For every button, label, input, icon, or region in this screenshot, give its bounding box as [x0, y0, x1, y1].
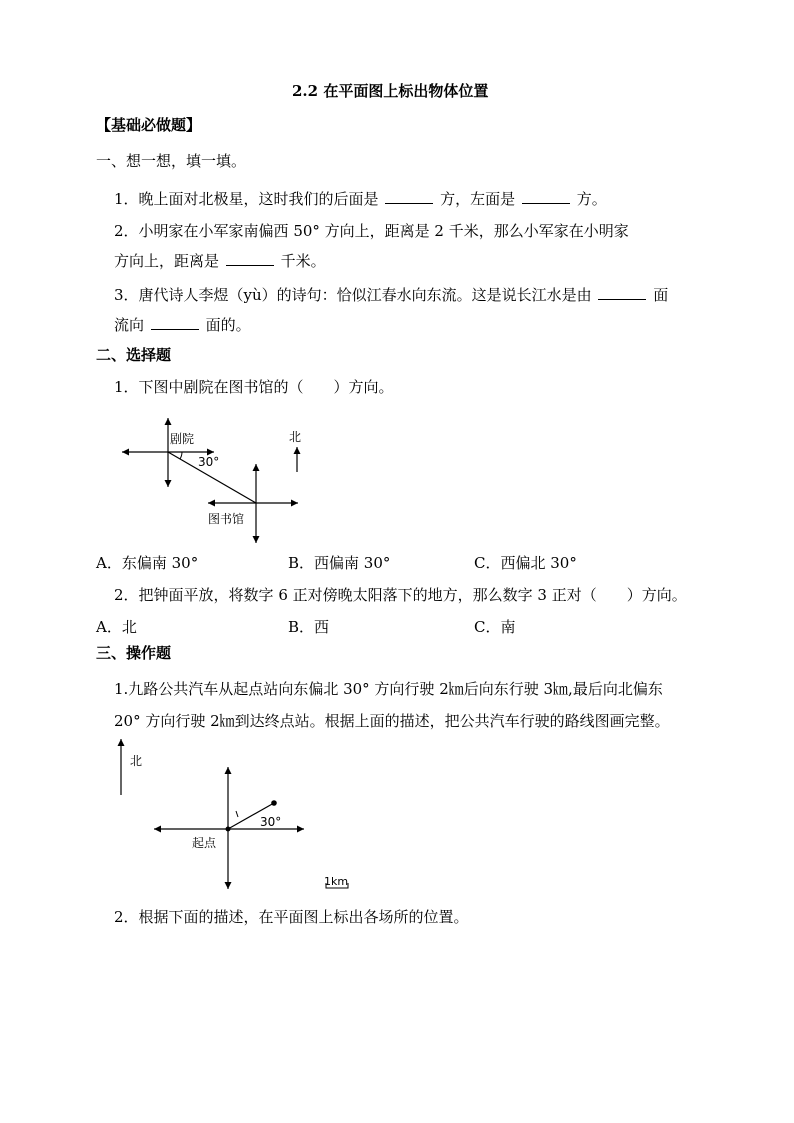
question-text: 3．唐代诗人李煜（yù）的诗句：恰似江春水向东流。这是说长江水是由: [114, 286, 592, 304]
question-2-1-option-c[interactable]: C．西偏北 30°: [474, 554, 577, 572]
scale-label: 1km: [324, 875, 349, 888]
route-end-point: [271, 800, 277, 806]
question-text: 面: [653, 286, 669, 304]
north-label: 北: [130, 754, 143, 768]
question-text: 面的。: [205, 316, 251, 334]
question-2-2-option-a[interactable]: A．北: [96, 618, 137, 636]
question-1-2-line1: 2．小明家在小军家南偏西 50° 方向上，距离是 2 千米，那么小军家在小明家: [114, 222, 629, 240]
answer-blank[interactable]: [598, 285, 646, 300]
question-1-3-line2: [114, 314, 251, 335]
part3-heading: 三、操作题: [96, 644, 172, 662]
answer-blank[interactable]: [226, 251, 274, 266]
angle-label: 30°: [260, 815, 282, 829]
question-text: 千米。: [280, 252, 326, 270]
question-1-2-line2: [114, 250, 326, 271]
question-2-1-option-a[interactable]: A．东偏南 30°: [96, 554, 199, 572]
question-text: 方，左面是: [440, 190, 516, 208]
question-text: 流向: [114, 316, 145, 334]
start-point: [226, 827, 231, 832]
page-title: 2.2 在平面图上标出物体位置: [292, 82, 489, 100]
part1-heading: 一、想一想，填一填。: [96, 152, 247, 170]
angle-arc: [180, 452, 182, 459]
question-1-3-line1: [114, 284, 668, 305]
question-3-2: 2．根据下面的描述，在平面图上标出各场所的位置。: [114, 908, 469, 926]
question-2-2-option-b[interactable]: B．西: [288, 618, 330, 636]
part2-heading: 二、选择题: [96, 346, 172, 364]
section-basic-label: 【基础必做题】: [96, 116, 202, 134]
angle-tick: [236, 811, 238, 817]
north-label: 北: [289, 430, 302, 444]
question-3-1-line2: 20° 方向行驶 2㎞到达终点站。根据上面的描述，把公共汽车行驶的路线图画完整。: [114, 712, 670, 730]
question-text: 方向上，距离是: [114, 252, 220, 270]
question-3-1-line1: 1.九路公共汽车从起点站向东偏北 30° 方向行驶 2㎞后向东行驶 3㎞,最后向北偏东: [114, 680, 663, 698]
library-label: 图书馆: [208, 512, 245, 526]
angle-label: 30°: [198, 455, 220, 469]
question-2-1: 1．下图中剧院在图书馆的（ ）方向。: [114, 378, 394, 396]
question-1-1: [114, 188, 607, 209]
answer-blank[interactable]: [385, 189, 433, 204]
question-2-1-option-b[interactable]: B．西偏南 30°: [288, 554, 391, 572]
question-2-2: 2．把钟面平放，将数字 6 正对傍晚太阳落下的地方，那么数字 3 正对（ ）方向。: [114, 586, 687, 604]
answer-blank[interactable]: [151, 315, 199, 330]
question-text: 方。: [576, 190, 607, 208]
start-label: 起点: [192, 836, 217, 850]
theater-label: 剧院: [170, 432, 195, 446]
question-text: 1．晚上面对北极星，这时我们的后面是: [114, 190, 379, 208]
bus-route-diagram[interactable]: [110, 735, 370, 895]
theater-library-diagram: [110, 415, 320, 550]
question-2-2-option-c[interactable]: C．南: [474, 618, 516, 636]
answer-blank[interactable]: [522, 189, 570, 204]
